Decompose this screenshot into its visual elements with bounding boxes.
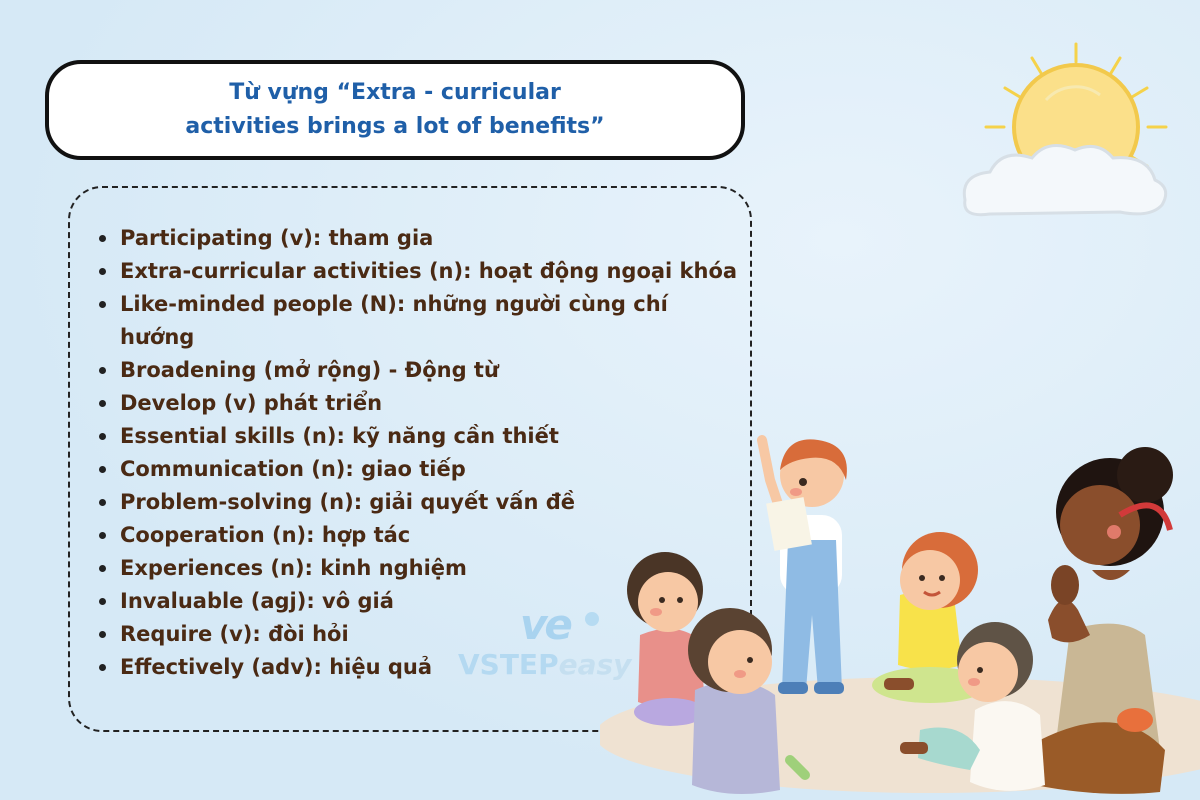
list-item-continuation: hướng — [120, 325, 195, 349]
brand-logo-text-a: VSTEP — [458, 648, 559, 681]
teacher-figure — [1035, 447, 1173, 794]
list-item: Essential skills (n): kỹ năng cần thiết — [120, 420, 750, 453]
brand-logo-mark: ve — [520, 600, 570, 649]
sun-cloud-illustration — [950, 40, 1170, 225]
title-line-2: activities brings a lot of benefits” — [185, 114, 605, 139]
list-item: Extra-curricular activities (n): hoạt động ngoại khóa — [120, 255, 750, 288]
title-line-1: Từ vựng “Extra - curricular — [229, 80, 561, 105]
list-item: Invaluable (agj): vô giá — [120, 585, 750, 618]
list-item: Communication (n): giao tiếp — [120, 453, 750, 486]
list-item: Develop (v) phát triển — [120, 387, 750, 420]
boy-standing-figure — [762, 439, 847, 694]
list-item: Experiences (n): kinh nghiệm — [120, 552, 750, 585]
list-item: Effectively (adv): hiệu quả — [120, 651, 750, 684]
title-banner — [45, 60, 745, 160]
list-item: Broadening (mở rộng) - Động từ — [120, 354, 750, 387]
cloud-icon — [964, 146, 1165, 215]
brand-logo-dot — [585, 612, 599, 626]
list-item: Like-minded people (N): những người cùng chí — [120, 288, 750, 321]
list-item: Participating (v): tham gia — [120, 222, 750, 255]
brand-logo-text-b: easy — [558, 648, 632, 681]
list-item: Problem-solving (n): giải quyết vấn đề — [120, 486, 750, 519]
list-item: Cooperation (n): hợp tác — [120, 519, 750, 552]
children-illustration — [600, 420, 1200, 800]
list-item: Require (v): đòi hỏi — [120, 618, 750, 651]
